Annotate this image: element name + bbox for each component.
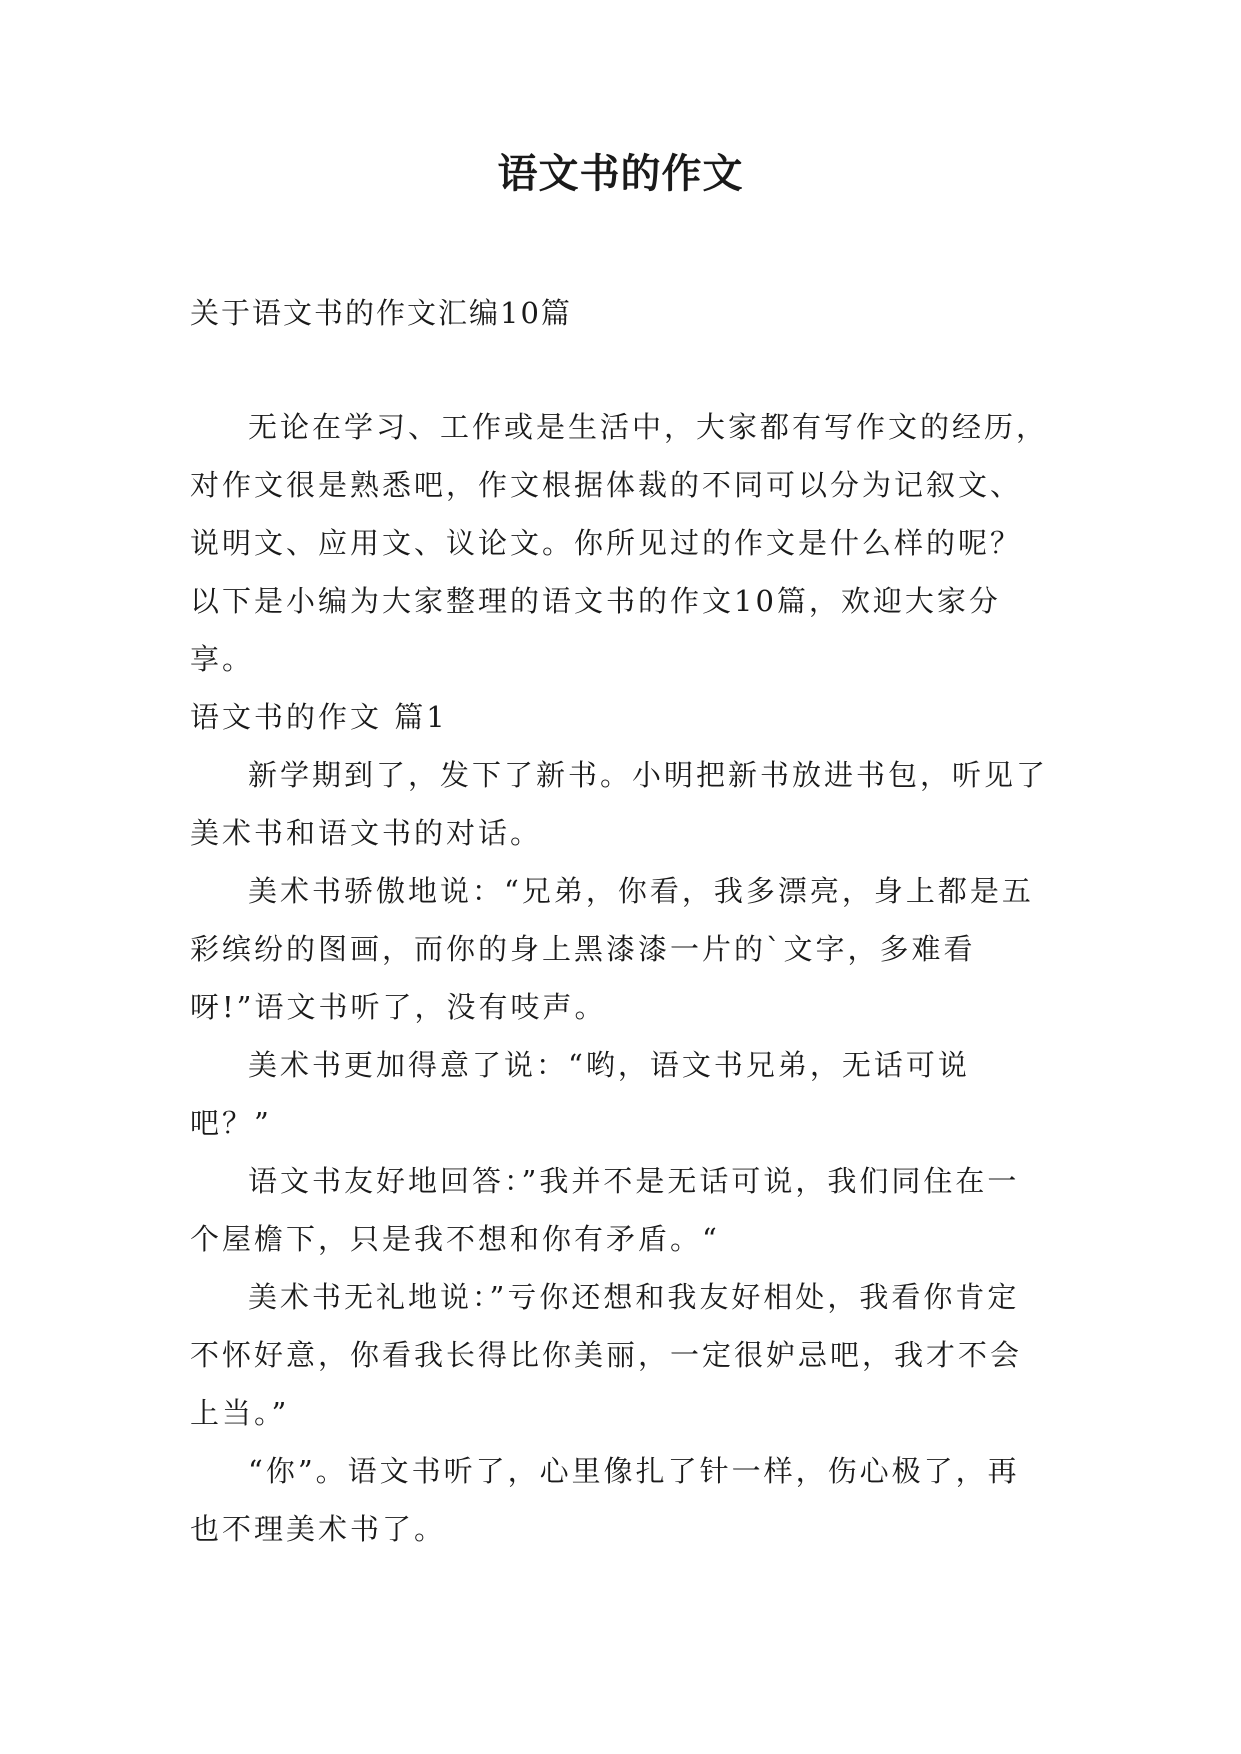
section-heading: 语文书的作文 篇1 xyxy=(190,700,448,734)
document-title: 语文书的作文 xyxy=(497,150,744,197)
document-subtitle: 关于语文书的作文汇编10篇 xyxy=(190,296,572,330)
document-body xyxy=(190,398,1050,1558)
body-paragraph: 美术书骄傲地说：“兄弟，你看，我多漂亮，身上都是五彩缤纷的图画，而你的身上黑漆漆一片的`文字，多难看呀!”语文书听了，没有吱声。 xyxy=(190,874,1034,1024)
body-paragraph: 美术书更加得意了说：“哟，语文书兄弟，无话可说吧？” xyxy=(190,1048,970,1140)
body-paragraph: “你”。语文书听了，心里像扎了针一样，伤心极了，再也不理美术书了。 xyxy=(190,1454,1020,1546)
body-paragraph: 语文书友好地回答：”我并不是无话可说，我们同住在一个屋檐下，只是我不想和你有矛盾。“ xyxy=(190,1164,1020,1256)
body-paragraph: 美术书无礼地说：”亏你还想和我友好相处，我看你肯定不怀好意，你看我长得比你美丽，一定很妒忌吧，我才不会上当。” xyxy=(190,1280,1023,1430)
intro-paragraph: 无论在学习、工作或是生活中，大家都有写作文的经历，对作文很是熟悉吧，作文根据体裁的不同可以分为记叙文、说明文、应用文、议论文。你所见过的作文是什么样的呢？以下是小编为大家整理的语文书的作文10篇，欢迎大家分享。 xyxy=(190,410,1049,676)
body-paragraph: 新学期到了，发下了新书。小明把新书放进书包，听见了美术书和语文书的对话。 xyxy=(190,758,1049,850)
